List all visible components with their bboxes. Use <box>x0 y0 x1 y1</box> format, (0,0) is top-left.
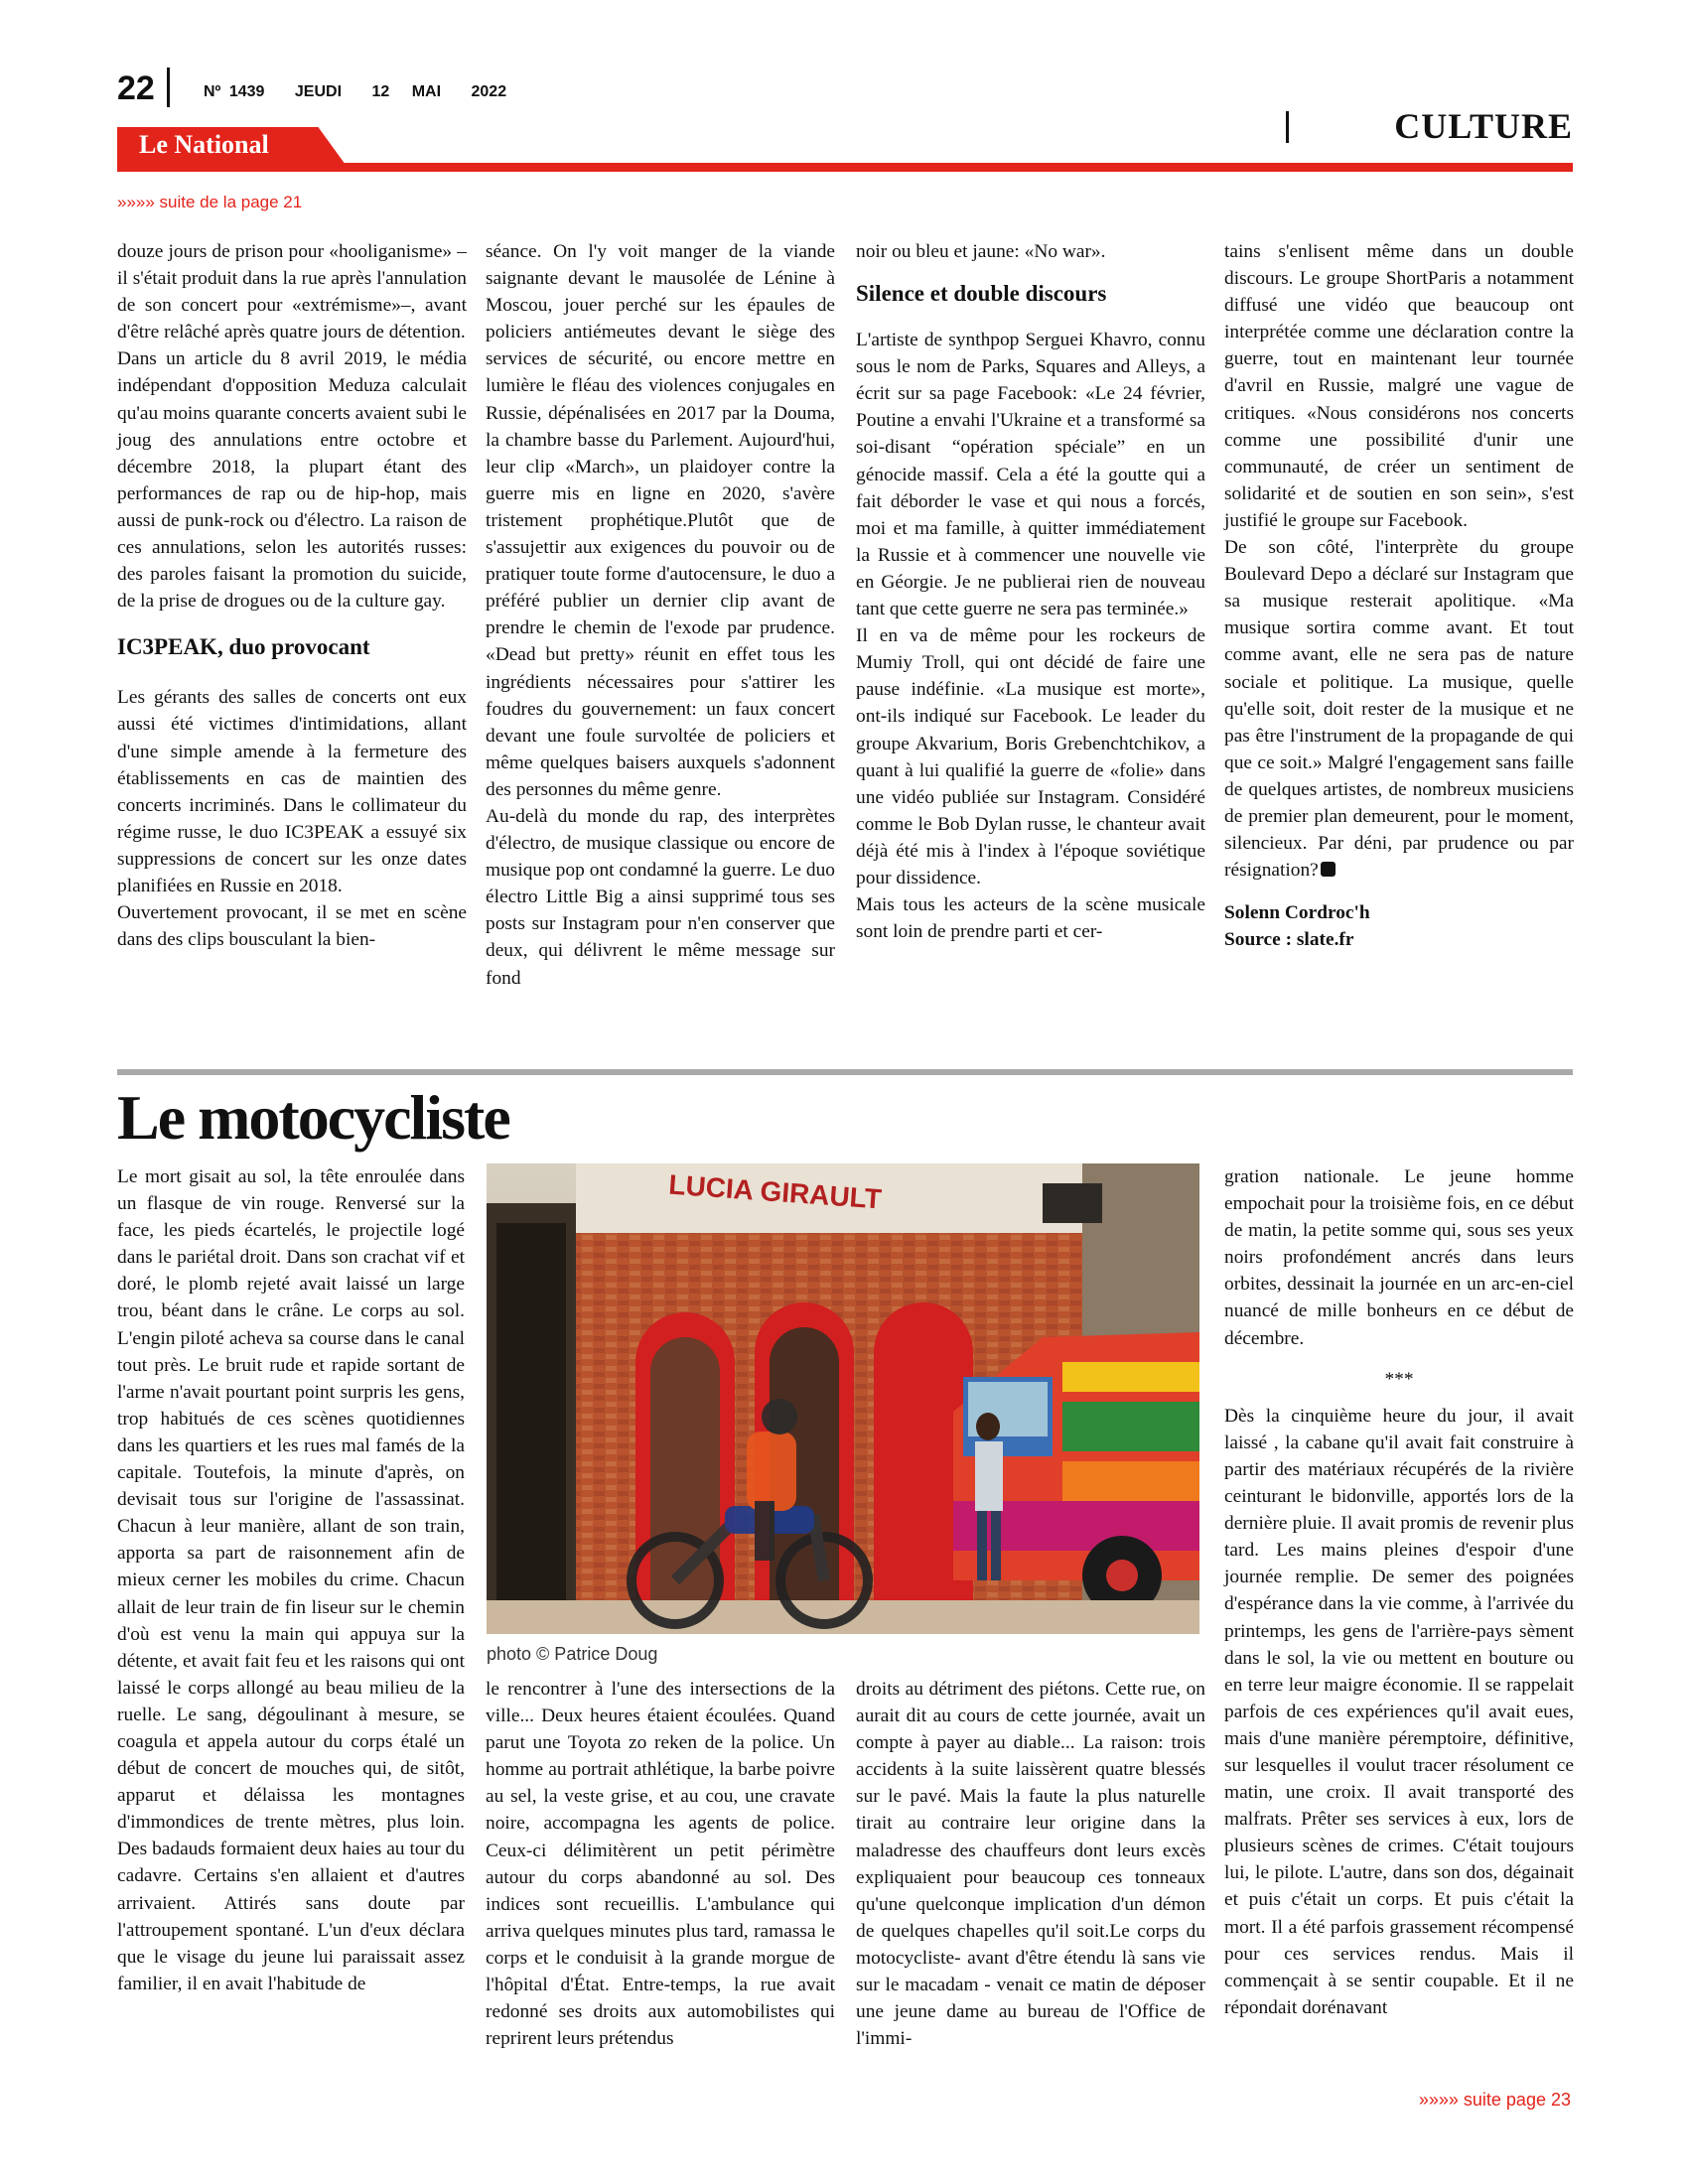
source-credit: Source : slate.fr <box>1224 929 1354 951</box>
continued-from: »»»» suite de la page 21 <box>117 193 303 211</box>
author-byline: Solenn Cordroc'h <box>1224 902 1370 924</box>
bottom-column-3 <box>856 1676 1205 2052</box>
issue-number: Nº 1439 <box>204 83 265 100</box>
section-title: CULTURE <box>1394 106 1573 146</box>
paragraph: Les gérants des salles de concerts ont eux aussi été victimes d'intimidations, allant d'une simple amende à la fermeture des établissements en cas de maintien des concerts incriminés. Dans le collimateur du régime russe, le duo IC3PEAK a essuyé six suppressions de concert sur les onze dates planifiées en Russie en 2018. <box>117 687 467 896</box>
issue-year: 2022 <box>471 83 507 100</box>
top-column-3 <box>856 238 1205 945</box>
photo-sign-text: LUCIA GIRAULT <box>667 1168 883 1215</box>
bottom-column-4 <box>1224 1163 1574 2021</box>
top-column-2 <box>486 238 835 992</box>
paragraph <box>1224 534 1574 884</box>
paragraph: Mais tous les acteurs de la scène musicale sont loin de prendre parti et cer- <box>856 894 1205 943</box>
subheading: IC3PEAK, duo provocant <box>117 634 370 660</box>
brand-logo: Le National <box>139 130 269 159</box>
paragraph: Dans un article du 8 avril 2019, le média indépendant d'opposition Meduza calculait qu'au moins quarante concerts avaient subi le joug des annulations entre octobre et décembre 2018, la plupart étant des performances de rap ou de hip-hop, mais aussi de punk-rock ou d'électro. La raison de ces annulations, selon les autorités russes: des paroles faisant la promotion du suicide, de la prise de drogues ou de la culture gay. <box>117 348 467 613</box>
top-column-1 <box>117 238 467 953</box>
article-divider <box>117 1069 1573 1075</box>
issue-day: 12 <box>371 83 390 100</box>
header-divider <box>167 68 170 107</box>
issue-weekday: JEUDI <box>294 83 343 100</box>
paragraph: noir ou bleu et jaune: «No war». <box>856 241 1106 262</box>
issue-month: MAI <box>411 83 442 100</box>
photo-caption: photo © Patrice Doug <box>487 1644 658 1664</box>
article-title: Le motocycliste <box>117 1082 509 1153</box>
continued-to: »»»» suite page 23 <box>1418 2090 1571 2110</box>
paragraph: Il en va de même pour les rockeurs de Mumiy Troll, qui ont décidé de faire une pause indéfinie. «La musique est morte», ont-ils indiqué sur Facebook. Le leader du groupe Akvarium, Boris Grebenchtchikov, a quant à lui qualifié la guerre de «folie» dans une vidéo publiée sur Instagram. Considéré comme le Bob Dylan russe, le chanteur avait déjà été mis à l'index à l'époque soviétique pour dissidence. <box>856 625 1205 888</box>
street-photo <box>487 1163 1199 1634</box>
end-of-article-icon <box>1321 862 1336 877</box>
page-number: 22 <box>117 69 155 107</box>
paragraph: douze jours de prison pour «hooliganisme» –il s'était produit dans la rue après l'annulation de son concert pour «extrémisme»–, avant d'être relâché après quatre jours de détention. <box>117 241 467 343</box>
top-column-4 <box>1224 238 1574 953</box>
paragraph: tains s'enlisent même dans un double discours. Le groupe ShortParis a notamment diffusé une vidéo que beaucoup ont interprétée comme une déclaration contre la guerre, tout en maintenant leur tournée d'avril en Russie, malgré une vague de critiques. «Nous considérons nos concerts comme une possibilité d'unir une communauté, de créer un sentiment de solidarité et de soutien en son sein», s'est justifié le groupe sur Facebook. <box>1224 241 1574 531</box>
paragraph: droits au détriment des piétons. Cette rue, on aurait dit au cours de cette journée, avait un compte à payer au diable... La raison: trois accidents à la suite laissèrent quatre blessés sur le pavé. Mais la faute la plus naturelle tirait au contraire leur origine dans la maladresse des chauffeurs dont leurs excès expliquaient pour beaucoup ces tonneaux qu'une quelconque implication d'un démon de quelques chapelles qu'il soit.Le corps du motocycliste- avant d'être étendu là sans vie sur le macadam - venait ce matin de déposer une jeune dame au bureau de l'Office de l'immi- <box>856 1679 1205 2050</box>
section-break: *** <box>1384 1368 1414 1390</box>
paragraph: séance. On l'y voit manger de la viande saignante devant le mausolée de Lénine à Moscou, jouer perché sur les épaules de policiers antiémeutes devant le siège des services de sécurité, ou encore mettre en lumière le fléau des violences conjugales en Russie, dépénalisées en 2017 par la Douma, la chambre basse du Parlement. Aujourd'hui, leur clip «March», un plaidoyer contre la guerre mis en ligne en 2020, s'avère tristement prophétique.Plutôt que de s'assujettir aux exigences du pouvoir ou de pratiquer toute forme d'autocensure, le duo a préféré publier un dernier clip avant de prendre le chemin de l'exode par prudence. «Dead but pretty» réunit en effet tous les ingrédients nécessaires pour s'attirer les foudres du gouvernement: un faux concert devant une foule survoltée de policiers et même quelques baisers auxquels s'adonnent des personnes du même genre. <box>486 241 835 800</box>
header-rule <box>117 163 1573 172</box>
paragraph: L'artiste de synthpop Serguei Khavro, connu sous le nom de Parks, Squares and Alleys, a écrit sur sa page Facebook: «Le 24 février, Poutine a envahi l'Ukraine et a transformé sa soi-disant “opération spéciale” en un génocide massif. Cela a été la goutte qui a fait déborder le vase et qui nous a forcés, moi et ma famille, à quitter immédiatement la Russie et à commencer une nouvelle vie en Géorgie. Je ne publierai rien de nouveau tant que cette guerre ne sera pas terminée.» <box>856 330 1205 620</box>
paragraph: Au-delà du monde du rap, des interprètes d'électro, de musique classique ou encore de musique pop ont condamné la guerre. Le duo électro Little Big a ainsi supprimé tous ses posts sur Instagram pour n'en conserver que deux, qui délivrent le même message sur fond <box>486 805 835 989</box>
paragraph: le rencontrer à l'une des intersections de la ville... Deux heures étaient écoulées. Quand parut une Toyota zo reken de la police. Un homme au portrait athlétique, la barbe poivre au sel, la veste grise, et au cou, une cravate noire, accompagna les agents de police. Ceux-ci délimitèrent un petit périmètre autour du corps abandonné au sol. Des indices sont recueillis. L'ambulance qui arriva quelques minutes plus tard, ramassa le corps et le conduisit à la grande morgue de l'hôpital d'État. Entre-temps, la rue avait redonné ses droits aux automobilistes qui reprirent leurs prétendus <box>486 1679 835 2050</box>
bottom-column-1 <box>117 1163 465 1997</box>
paragraph: Dès la cinquième heure du jour, il avait laissé , la cabane qu'il avait fait construire à partir des matériaux récupérés de la rivière ceinturant le bidonville, apportés lors de la dernière pluie. Il avait promis de revenir plus tard. Les mains pleines d'espoir d'une journée remplie. De semer des poignées d'espérance dans la vie comme, à l'arrivée du printemps, les gens de l'arrière-pays sèment dans le sol, la vie ou mettent en bouture ou en terre leur maigre économie. Il se rappelait parfois de ces expériences qu'il avait eues, mais d'une manière péremptoire, définitive, sur lesquelles il voulut tracer résolument ce matin, une croix. Il avait transporté des malfrats. Prêter ses services à eux, lors de plusieurs scènes de crimes. C'était toujours lui, le pilote. L'autre, dans son dos, dégainait et puis c'était un corps. Et puis c'était la mort. Il a été parfois grassement récompensé pour ces services rendus. Mais il commençait à se sentir coupable. Et il ne répondait dorénavant <box>1224 1405 1574 2018</box>
paragraph: Le mort gisait au sol, la tête enroulée dans un flasque de vin rouge. Renversé sur la face, les pieds écartelés, le projectile logé dans le pariétal droit. Dans son crachat vif et doré, le plomb rejeté avait laissé un large trou, béant dans le crâne. Le corps au sol. L'engin piloté acheva sa course dans le canal tout près. Le bruit rude et rapide sortant de l'arme n'avait pourtant point surpris les gens, trop habitués de ces scènes quotidiennes dans les quartiers et les rues mal famés de la capitale. Toutefois, la minute d'après, on devisait tous sur l'origine de l'assassinat. Chacun à leur manière, allant de son train, apporta sa part de raisonnement afin de mieux cerner les mobiles du crime. Chacun allait de leur train de fin liseur sur le chemin d'où est venu la main qui appuya sur la détente, et avait fait feu et les raisons qui ont laissé le corps allongé au beau milieu de la ruelle. Le sang, dégoulinant à mesure, se coagula et appela autour du corps étalé un début de concert de mouches qui, de sitôt, apparut et délaissa les montagnes d'immondices de trente mètres, plus loin. Des badauds formaient deux haies au tour du cadavre. Certains s'en allaient et d'autres arrivaient. Attirés sans doute par l'attroupement spontané. L'un d'eux déclara que le visage du jeune lui paraissait assez familier, il en avait l'habitude de <box>117 1166 465 1994</box>
paragraph: Ouvertement provocant, il se met en scène dans des clips bousculant la bien- <box>117 902 467 951</box>
paragraph-text: De son côté, l'interprète du groupe Boulevard Depo a déclaré sur Instagram que sa musique resterait apolitique. «Ma musique sortira comme avant. Et tout comme avant, elle ne sera pas de nature sociale et politique. La musique, quelle qu'elle soit, doit rester de la musique et ne pas être l'instrument de la propagande de qui que ce soit.» Malgré l'engagement sans faille de quelques artistes, de nombreux musiciens de premier plan demeurent, pour le moment, silencieux. Par déni, par prudence ou par résignation? <box>1224 537 1574 882</box>
issue-info <box>204 83 528 101</box>
paragraph: gration nationale. Le jeune homme empochait pour la troisième fois, en ce début de matin, la petite somme qui, sous ses yeux noirs profondément ancrés dans leurs orbites, dessinait la journée en un arc-en-ciel nuancé de mille bonheurs en ce début de décembre. <box>1224 1166 1574 1349</box>
subheading: Silence et double discours <box>856 281 1107 307</box>
bottom-column-2 <box>486 1676 835 2052</box>
section-divider <box>1286 111 1289 143</box>
